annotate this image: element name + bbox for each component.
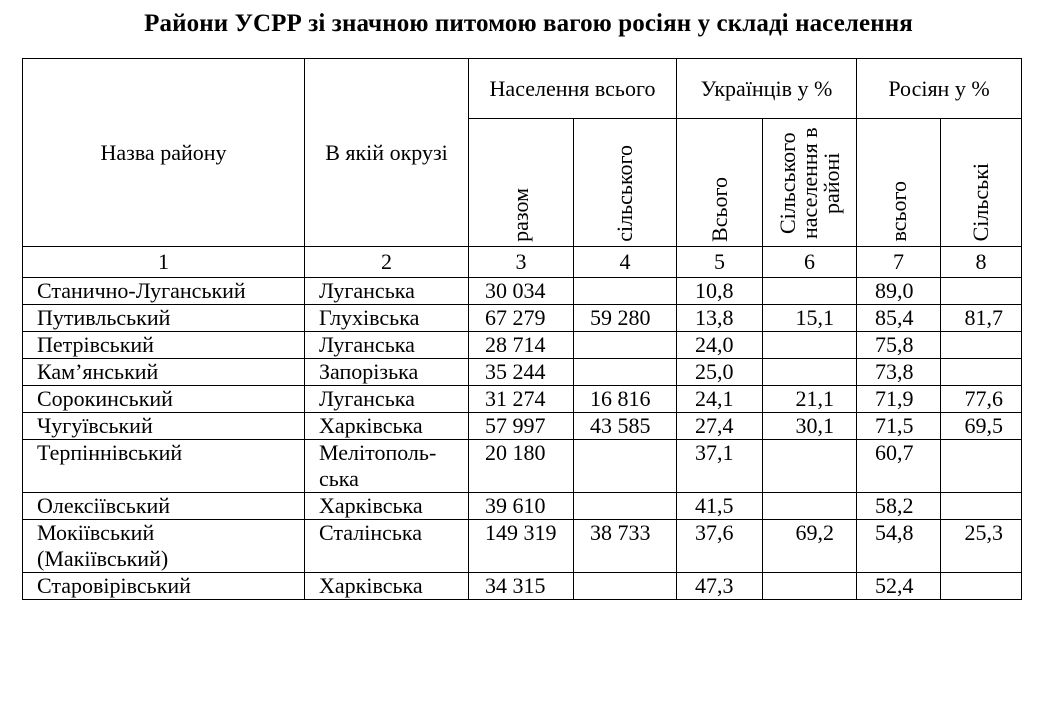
cell-okruha: Луганська: [305, 278, 469, 305]
cell-population-total: 39 610: [469, 493, 574, 520]
cell-population-rural: 38 733: [574, 520, 677, 573]
cell-population-rural: [574, 440, 677, 493]
cell-russians-rural: 25,3: [941, 520, 1022, 573]
table-row: [23, 493, 1022, 520]
header-russians-rural: [941, 119, 1022, 247]
cell-population-total: 31 274: [469, 386, 574, 413]
header-russians-group: Росіян у %: [857, 59, 1022, 119]
cell-okruha: Сталінська: [305, 520, 469, 573]
column-number: 4: [574, 247, 677, 278]
header-population-rural: [574, 119, 677, 247]
cell-population-rural: 16 816: [574, 386, 677, 413]
cell-russians-total: 89,0: [857, 278, 941, 305]
header-russians-rural-label: Сільські: [968, 163, 993, 242]
column-number: 7: [857, 247, 941, 278]
cell-okruha: Луганська: [305, 386, 469, 413]
table-row: [23, 386, 1022, 413]
cell-district-name: Путивльський: [23, 305, 305, 332]
header-ukrainians-rural: [763, 119, 857, 247]
cell-ukrainians-total: 37,1: [677, 440, 763, 493]
table-body: [23, 278, 1022, 600]
cell-ukrainians-total: 41,5: [677, 493, 763, 520]
cell-okruha: Глухівська: [305, 305, 469, 332]
cell-population-total: 34 315: [469, 573, 574, 600]
cell-okruha: Запорізька: [305, 359, 469, 386]
header-okruha: В якій окрузі: [305, 59, 469, 247]
cell-ukrainians-total: 10,8: [677, 278, 763, 305]
header-ukrainians-rural-label: Сільського населення в районі: [774, 126, 844, 239]
table-row: [23, 440, 1022, 493]
cell-ukrainians-rural: [763, 332, 857, 359]
cell-ukrainians-total: 13,8: [677, 305, 763, 332]
cell-population-total: 149 319: [469, 520, 574, 573]
header-ukrainians-total: [677, 119, 763, 247]
cell-district-name: Чугуївський: [23, 413, 305, 440]
cell-okruha: Луганська: [305, 332, 469, 359]
cell-ukrainians-total: 24,1: [677, 386, 763, 413]
cell-ukrainians-total: 24,0: [677, 332, 763, 359]
column-number: 6: [763, 247, 857, 278]
header-population-total-label: разом: [508, 187, 533, 242]
cell-ukrainians-rural: [763, 573, 857, 600]
cell-population-total: 67 279: [469, 305, 574, 332]
cell-population-total: 30 034: [469, 278, 574, 305]
cell-russians-total: 52,4: [857, 573, 941, 600]
column-number: 1: [23, 247, 305, 278]
cell-population-rural: 59 280: [574, 305, 677, 332]
cell-population-rural: [574, 493, 677, 520]
cell-ukrainians-rural: [763, 278, 857, 305]
header-russians-total-label: всього: [885, 180, 911, 242]
cell-ukrainians-rural: [763, 493, 857, 520]
cell-russians-total: 71,5: [857, 413, 941, 440]
cell-russians-rural: [941, 440, 1022, 493]
cell-russians-rural: 77,6: [941, 386, 1022, 413]
cell-population-rural: 43 585: [574, 413, 677, 440]
cell-ukrainians-total: 27,4: [677, 413, 763, 440]
cell-population-total: 57 997: [469, 413, 574, 440]
table-row: [23, 573, 1022, 600]
cell-district-name: Станично-Луганський: [23, 278, 305, 305]
cell-russians-total: 71,9: [857, 386, 941, 413]
table-row: [23, 359, 1022, 386]
table-row: [23, 332, 1022, 359]
cell-population-rural: [574, 278, 677, 305]
cell-ukrainians-total: 37,6: [677, 520, 763, 573]
cell-russians-total: 60,7: [857, 440, 941, 493]
cell-population-rural: [574, 573, 677, 600]
cell-okruha: Харківська: [305, 493, 469, 520]
cell-ukrainians-rural: 69,2: [763, 520, 857, 573]
header-population-total: [469, 119, 574, 247]
cell-russians-total: 58,2: [857, 493, 941, 520]
cell-russians-total: 75,8: [857, 332, 941, 359]
cell-russians-rural: [941, 493, 1022, 520]
cell-ukrainians-rural: 15,1: [763, 305, 857, 332]
cell-okruha: Мелітополь- ська: [305, 440, 469, 493]
header-population-rural-label: сільського: [612, 144, 637, 242]
cell-ukrainians-rural: 30,1: [763, 413, 857, 440]
population-table: [22, 58, 1022, 600]
table-row: [23, 278, 1022, 305]
cell-ukrainians-total: 47,3: [677, 573, 763, 600]
table-row: [23, 305, 1022, 332]
cell-population-total: 20 180: [469, 440, 574, 493]
header-russians-total: [857, 119, 941, 247]
cell-russians-rural: [941, 332, 1022, 359]
cell-russians-total: 73,8: [857, 359, 941, 386]
header-population-group: Населення всього: [469, 59, 677, 119]
cell-okruha: Харківська: [305, 413, 469, 440]
cell-ukrainians-rural: [763, 359, 857, 386]
cell-population-rural: [574, 359, 677, 386]
cell-district-name: Кам’янський: [23, 359, 305, 386]
cell-district-name: Сорокинський: [23, 386, 305, 413]
header-ukrainians-total-label: Всього: [706, 176, 732, 242]
column-number: 5: [677, 247, 763, 278]
cell-population-rural: [574, 332, 677, 359]
cell-population-total: 28 714: [469, 332, 574, 359]
cell-russians-rural: [941, 278, 1022, 305]
cell-russians-rural: [941, 359, 1022, 386]
cell-russians-total: 54,8: [857, 520, 941, 573]
table-row: [23, 413, 1022, 440]
page-title: Райони УСРР зі значною питомою вагою росіян у складі населення: [144, 10, 913, 37]
cell-district-name: Мокіївський (Макіївський): [23, 520, 305, 573]
cell-district-name: Петрівський: [23, 332, 305, 359]
cell-ukrainians-rural: [763, 440, 857, 493]
cell-population-total: 35 244: [469, 359, 574, 386]
table-row: [23, 520, 1022, 573]
cell-district-name: Терпіннівський: [23, 440, 305, 493]
cell-russians-rural: 81,7: [941, 305, 1022, 332]
column-number: 8: [941, 247, 1022, 278]
column-number: 2: [305, 247, 469, 278]
cell-ukrainians-total: 25,0: [677, 359, 763, 386]
cell-russians-total: 85,4: [857, 305, 941, 332]
column-number-row: [23, 247, 1022, 278]
cell-district-name: Старовірівський: [23, 573, 305, 600]
cell-district-name: Олексіївський: [23, 493, 305, 520]
header-district-name: Назва району: [23, 59, 305, 247]
cell-russians-rural: [941, 573, 1022, 600]
cell-ukrainians-rural: 21,1: [763, 386, 857, 413]
column-number: 3: [469, 247, 574, 278]
cell-russians-rural: 69,5: [941, 413, 1022, 440]
header-ukrainians-group: Українців у %: [677, 59, 857, 119]
cell-okruha: Харківська: [305, 573, 469, 600]
